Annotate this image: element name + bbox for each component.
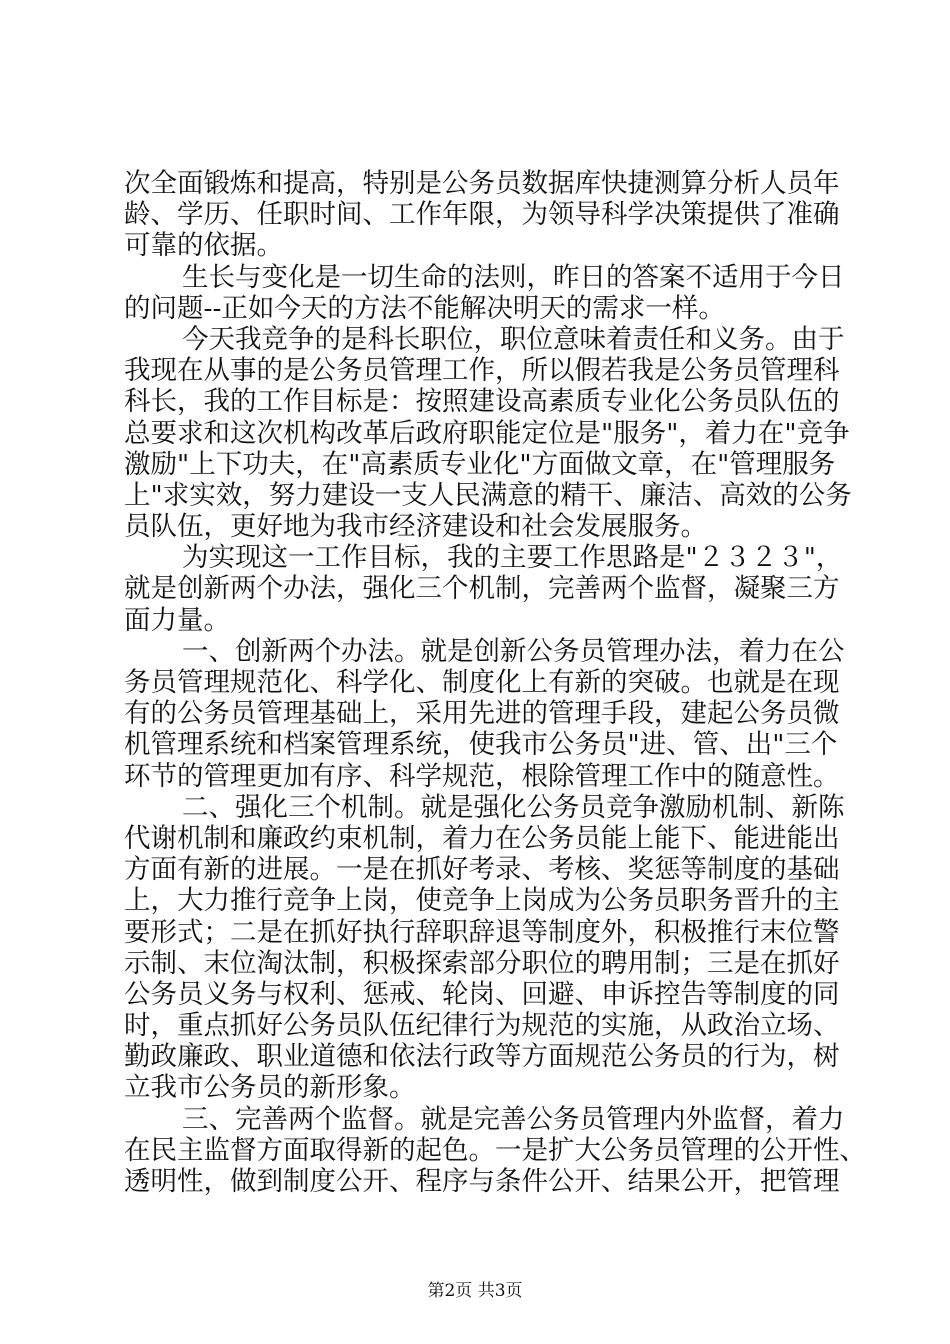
text-line: 方面有新的进展。一是在抓好考录、考核、奖惩等制度的基础 xyxy=(124,854,840,886)
paragraph xyxy=(124,635,845,792)
text-line: 一、创新两个办法。就是创新公务员管理办法，着力在公 xyxy=(182,635,845,667)
text-line: 为实现这一工作目标，我的主要工作思路是"２３２３"， xyxy=(182,542,843,574)
text-line: 时，重点抓好公务员队伍纪律行为规范的实施，从政治立场、 xyxy=(124,1010,840,1042)
text-line: 勤政廉政、职业道德和依法行政等方面规范公务员的行为，树 xyxy=(124,1041,840,1073)
text-line: 可靠的依据。 xyxy=(124,230,283,262)
text-line: 公务员义务与权利、惩戒、轮岗、回避、申诉控告等制度的同 xyxy=(124,978,840,1010)
text-line: 激励"上下功夫，在"高素质专业化"方面做文章，在"管理服务 xyxy=(124,448,836,480)
text-line: 就是创新两个办法，强化三个机制，完善两个监督，凝聚三方 xyxy=(124,573,840,605)
text-line: 今天我竞争的是科长职位，职位意味着责任和义务。由于 xyxy=(182,323,845,355)
text-line: 面力量。 xyxy=(124,604,230,636)
text-line: 总要求和这次机构改革后政府职能定位是"服务"，着力在"竞争 xyxy=(124,417,850,449)
text-line: 代谢机制和廉政约束机制，着力在公务员能上能下、能进能出 xyxy=(124,822,840,854)
text-line: 生长与变化是一切生命的法则，昨日的答案不适用于今日 xyxy=(182,261,845,293)
text-line: 立我市公务员的新形象。 xyxy=(124,1072,416,1104)
paragraph xyxy=(124,791,845,1104)
text-line: 二、强化三个机制。就是强化公务员竞争激励机制、新陈 xyxy=(182,791,845,823)
paragraph xyxy=(124,168,840,262)
page-footer: 第2页 共3页 xyxy=(427,1281,523,1301)
paragraph xyxy=(124,1103,866,1198)
paragraph xyxy=(124,542,843,636)
text-line: 龄、学历、任职时间、工作年限，为领导科学决策提供了准确 xyxy=(124,199,840,231)
text-line: 次全面锻炼和提高，特别是公务员数据库快捷测算分析人员年 xyxy=(124,168,840,199)
text-line: 上，大力推行竞争上岗，使竞争上岗成为公务员职务晋升的主 xyxy=(124,885,840,917)
paragraph xyxy=(124,261,845,324)
document-body xyxy=(124,168,866,1197)
text-line: 我现在从事的是公务员管理工作，所以假若我是公务员管理科 xyxy=(124,355,840,387)
text-line: 的问题--正如今天的方法不能解决明天的需求一样。 xyxy=(124,292,725,324)
text-line: 机管理系统和档案管理系统，使我市公务员"进、管、出"三个 xyxy=(124,729,838,761)
text-line: 务员管理规范化、科学化、制度化上有新的突破。也就是在现 xyxy=(124,667,840,698)
text-line: 在民主监督方面取得新的起色。一是扩大公务员管理的公开性、 xyxy=(124,1134,866,1166)
text-line: 有的公务员管理基础上，采用先进的管理手段，建起公务员微 xyxy=(124,698,840,730)
text-line: 要形式；二是在抓好执行辞职辞退等制度外，积极推行末位警 xyxy=(124,916,840,948)
text-line: 环节的管理更加有序、科学规范，根除管理工作中的随意性。 xyxy=(124,760,840,792)
text-line: 上"求实效，努力建设一支人民满意的精干、廉洁、高效的公务 xyxy=(124,479,852,511)
text-line: 科长，我的工作目标是：按照建设高素质专业化公务员队伍的 xyxy=(124,386,840,418)
text-line: 员队伍，更好地为我市经济建设和社会发展服务。 xyxy=(124,511,707,543)
text-line: 示制、末位淘汰制，积极探索部分职位的聘用制；三是在抓好 xyxy=(124,947,840,979)
paragraph xyxy=(124,323,852,543)
text-line: 三、完善两个监督。就是完善公务员管理内外监督，着力 xyxy=(182,1103,845,1135)
text-line: 透明性，做到制度公开、程序与条件公开、结果公开，把管理 xyxy=(124,1166,840,1197)
